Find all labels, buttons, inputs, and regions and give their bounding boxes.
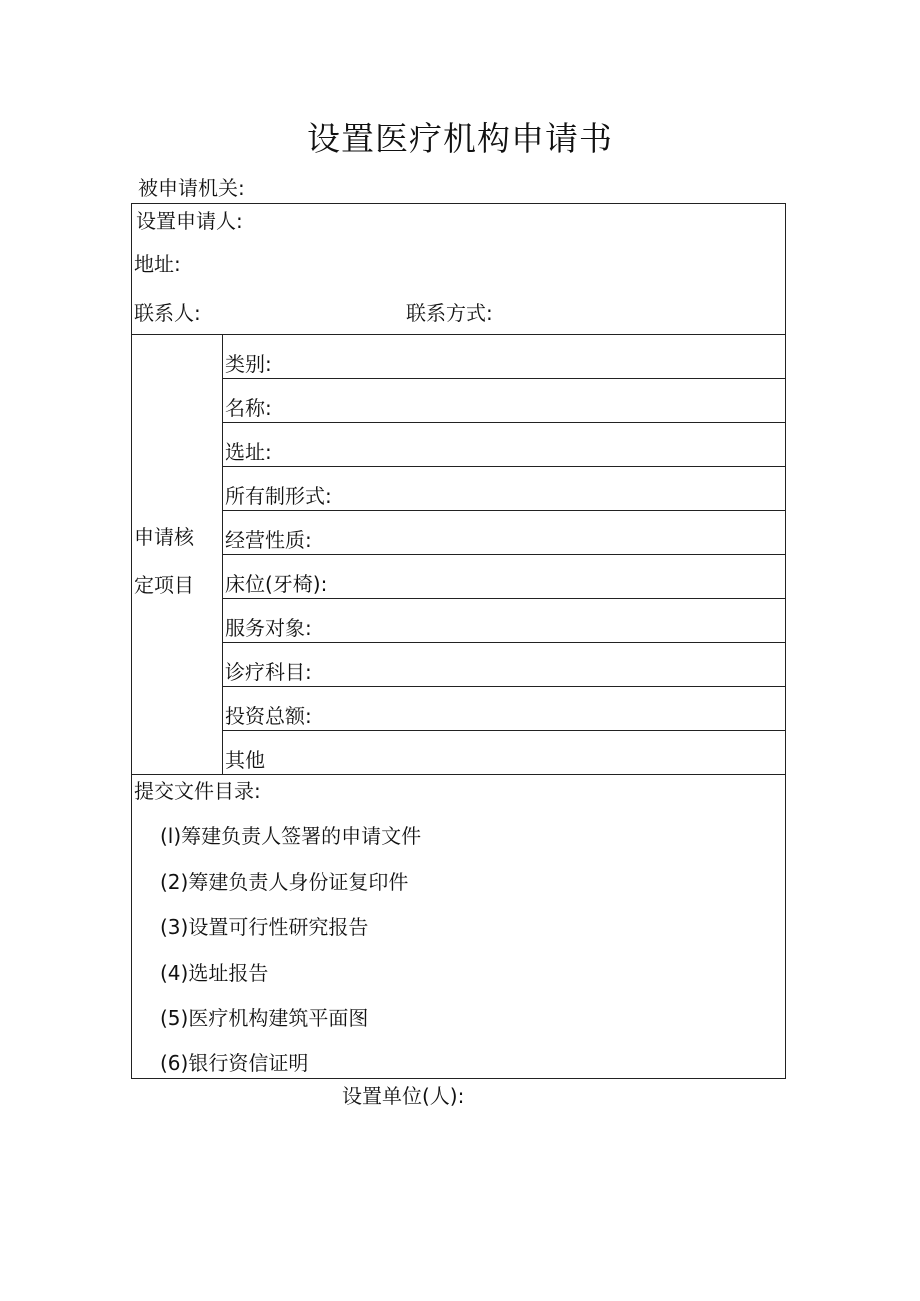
item-service-target-label: 服务对象:: [225, 616, 312, 640]
documents-heading: 提交文件目录:: [134, 779, 261, 803]
item-beds-label: 床位(牙椅):: [225, 572, 328, 596]
item-ownership-label: 所有制形式:: [225, 484, 332, 508]
item-row-divider: [222, 378, 786, 379]
applicant-label: 设置申请人:: [136, 209, 243, 233]
contact-method-label: 联系方式:: [406, 301, 493, 325]
document-item: (6)银行资信证明: [160, 1051, 309, 1075]
document-item: (4)选址报告: [160, 961, 269, 985]
item-departments-label: 诊疗科目:: [225, 660, 312, 684]
document-item: (2)筹建负责人身份证复印件: [160, 870, 409, 894]
item-category-label: 类别:: [225, 352, 272, 376]
items-section-label-line2: 定项目: [134, 573, 194, 597]
item-other-label: 其他: [225, 748, 265, 772]
item-location-label: 选址:: [225, 440, 272, 464]
authority-label: 被申请机关:: [138, 176, 245, 200]
item-name-label: 名称:: [225, 396, 272, 420]
document-item: (5)医疗机构建筑平面图: [160, 1006, 369, 1030]
document-item: (3)设置可行性研究报告: [160, 915, 369, 939]
item-investment-label: 投资总额:: [225, 704, 312, 728]
signature-label: 设置单位(人):: [342, 1084, 465, 1108]
document-item: (l)筹建负责人签署的申请文件: [160, 824, 422, 848]
item-row-divider: [222, 466, 786, 467]
item-row-divider: [222, 422, 786, 423]
address-label: 地址:: [134, 252, 181, 276]
document-title: 设置医疗机构申请书: [307, 119, 613, 158]
item-business-nature-label: 经营性质:: [225, 528, 312, 552]
items-section-label-line1: 申请核: [134, 525, 194, 549]
contact-person-label: 联系人:: [134, 301, 201, 325]
